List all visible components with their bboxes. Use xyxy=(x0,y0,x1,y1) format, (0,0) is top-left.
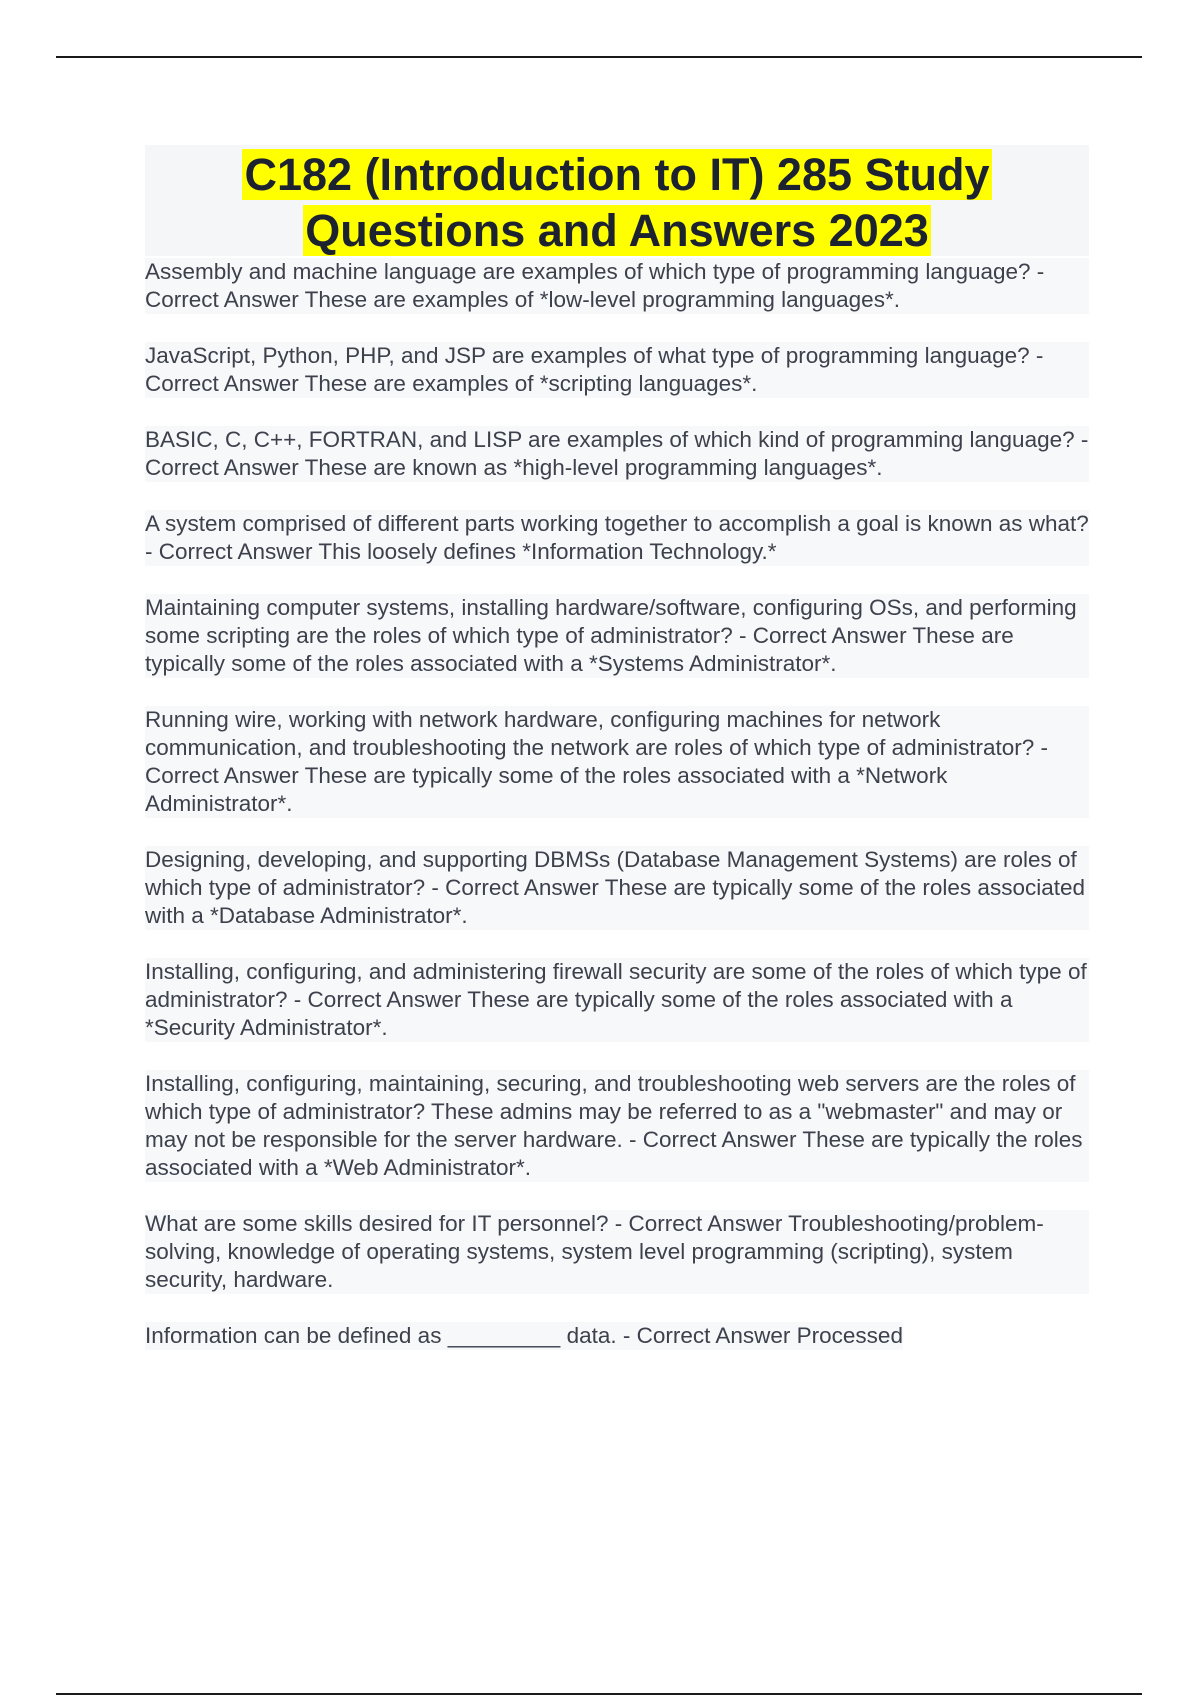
qa-item xyxy=(145,510,1096,566)
qa-text: Running wire, working with network hardware, configuring machines for network communication, and troubleshooting the network are roles of which type of administrator? - Correct Answer These are typically some of the roles associated with a *Network Administrator*. xyxy=(145,707,1055,816)
qa-text: Designing, developing, and supporting DBMSs (Database Management Systems) are roles of which type of administrator? - Correct Answer These are typically some of the roles associated with a *Database Administrator*. xyxy=(145,847,1092,928)
bottom-rule xyxy=(56,1693,1142,1695)
qa-item xyxy=(145,706,1089,818)
qa-item xyxy=(145,1210,1089,1294)
document-title: C182 (Introduction to IT) 285 Study Questions and Answers 2023 xyxy=(244,149,990,256)
qa-item xyxy=(145,846,1092,930)
qa-item xyxy=(145,1070,1089,1182)
title-band xyxy=(145,145,1089,256)
document-page xyxy=(145,145,1096,1378)
qa-item xyxy=(145,426,1095,482)
qa-text: Installing, configuring, maintaining, securing, and troubleshooting web servers are the roles of which type of administrator? These admins may be referred to as a "webmaster" and may or may not be responsible for the server hardware. - Correct Answer These are typically the roles associated with a *Web Administrator*. xyxy=(145,1071,1089,1180)
qa-item xyxy=(145,1322,903,1350)
qa-text: JavaScript, Python, PHP, and JSP are examples of what type of programming language? - Correct Answer These are examples of *scripting languages*. xyxy=(145,343,1050,396)
qa-text: Assembly and machine language are examples of which type of programming language? - Correct Answer These are examples of *low-level programming languages*. xyxy=(145,259,1051,312)
qa-list xyxy=(145,258,1096,1350)
qa-text: BASIC, C, C++, FORTRAN, and LISP are examples of which kind of programming language? - Correct Answer These are known as *high-level programming languages*. xyxy=(145,427,1095,480)
qa-item xyxy=(145,958,1093,1042)
qa-text: What are some skills desired for IT personnel? - Correct Answer Troubleshooting/problem-solving, knowledge of operating systems, system level programming (scripting), system security, hardware. xyxy=(145,1211,1044,1292)
qa-text: A system comprised of different parts working together to accomplish a goal is known as what? - Correct Answer This loosely defines *Information Technology.* xyxy=(145,511,1096,564)
qa-item xyxy=(145,342,1089,398)
qa-text: Information can be defined as _________ data. - Correct Answer Processed xyxy=(145,1323,903,1348)
qa-text: Maintaining computer systems, installing hardware/software, configuring OSs, and performing some scripting are the roles of which type of administrator? - Correct Answer These are typically some of the roles associated with a *Systems Administrator*. xyxy=(145,595,1083,676)
qa-text: Installing, configuring, and administering firewall security are some of the roles of which type of administrator? - Correct Answer These are typically some of the roles associated with a *Security Administrator*. xyxy=(145,959,1093,1040)
qa-item xyxy=(145,258,1089,314)
top-rule xyxy=(56,56,1142,58)
qa-item xyxy=(145,594,1089,678)
